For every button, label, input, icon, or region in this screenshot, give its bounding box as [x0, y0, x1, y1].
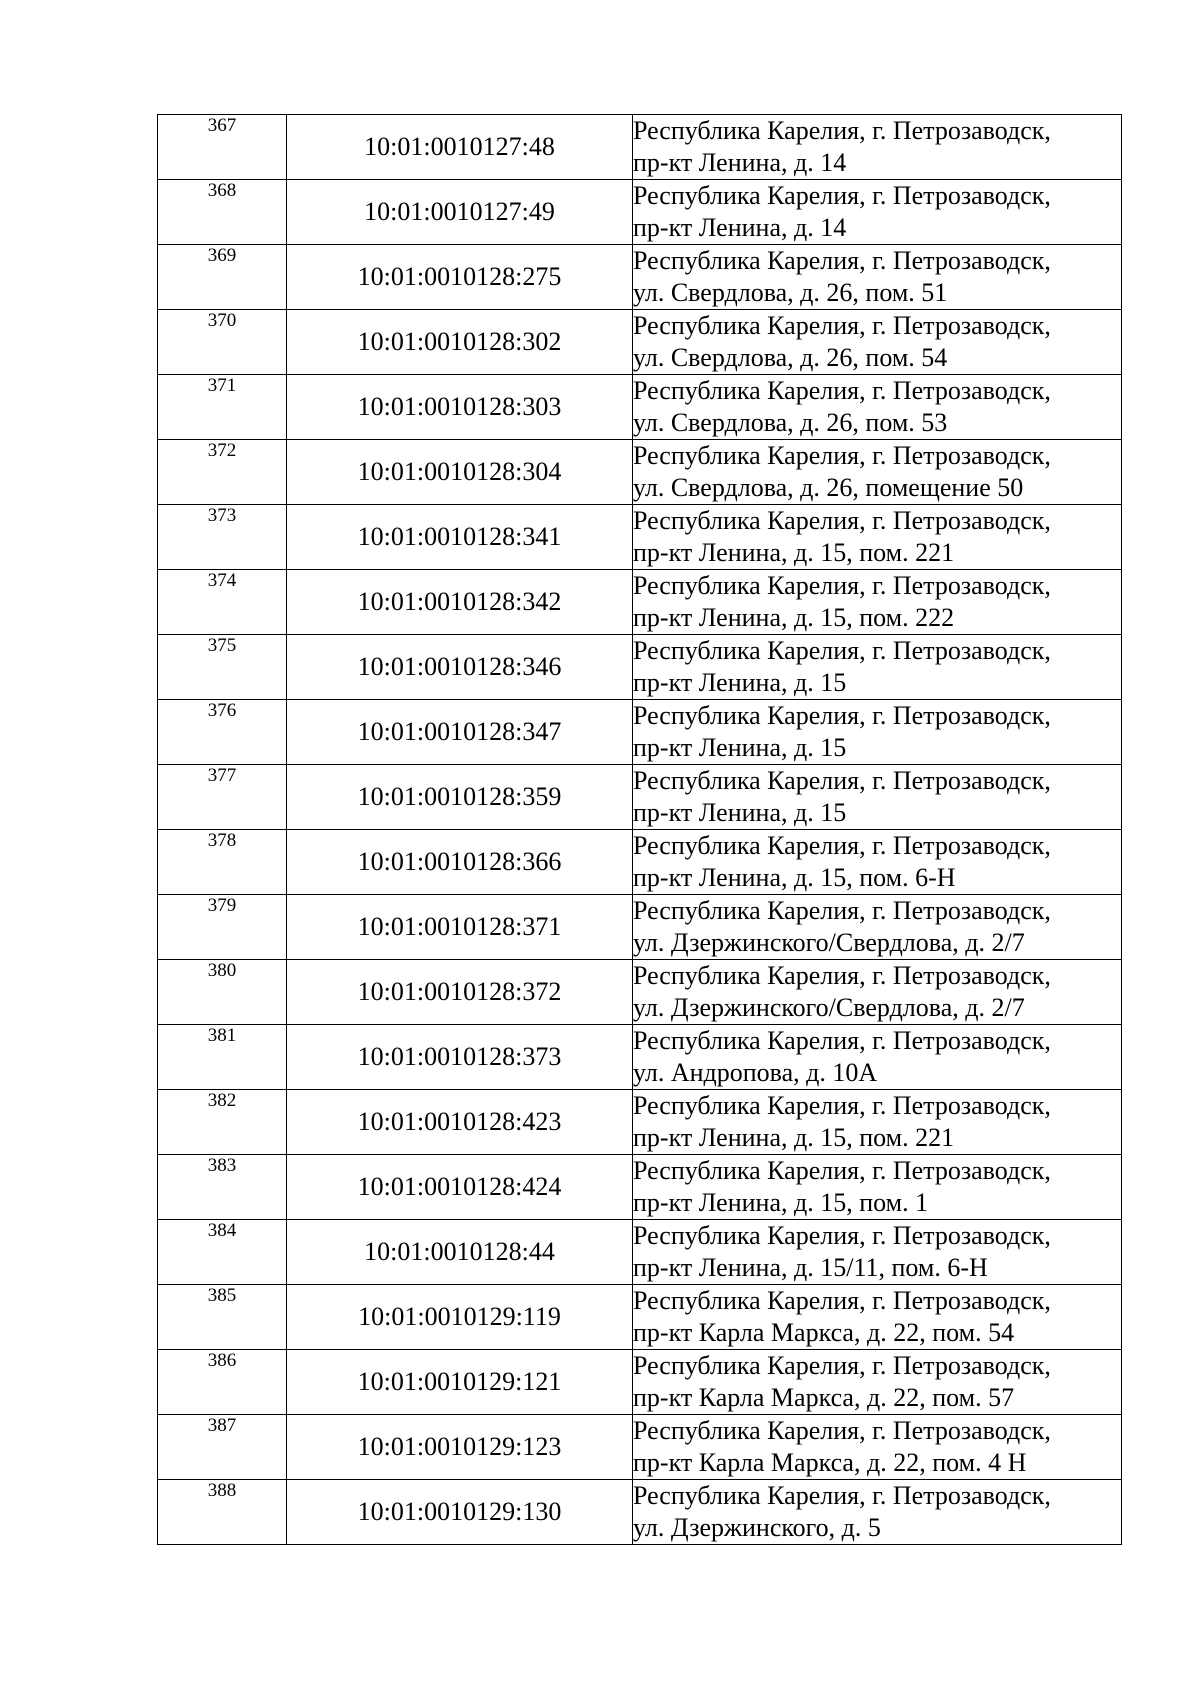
address-line-1: Республика Карелия, г. Петрозаводск,	[633, 1351, 1051, 1380]
address-line-1: Республика Карелия, г. Петрозаводск,	[633, 441, 1051, 470]
address-line-2: пр-кт Ленина, д. 15	[633, 733, 847, 762]
address-line-1: Республика Карелия, г. Петрозаводск,	[633, 116, 1051, 145]
cadastral-number: 10:01:0010128:44	[287, 1220, 633, 1285]
address-cell	[633, 180, 1122, 245]
address-line-1: Республика Карелия, г. Петрозаводск,	[633, 766, 1051, 795]
address-line-1: Республика Карелия, г. Петрозаводск,	[633, 961, 1051, 990]
row-number: 384	[158, 1220, 287, 1285]
cadastral-number: 10:01:0010127:49	[287, 180, 633, 245]
address-cell	[633, 700, 1122, 765]
address-cell	[633, 1155, 1122, 1220]
address-line-1: Республика Карелия, г. Петрозаводск,	[633, 246, 1051, 275]
address-line-2: ул. Свердлова, д. 26, пом. 54	[633, 343, 948, 372]
address-line-1: Республика Карелия, г. Петрозаводск,	[633, 506, 1051, 535]
cadastral-number: 10:01:0010128:423	[287, 1090, 633, 1155]
table-row	[158, 570, 1122, 635]
cadastral-number: 10:01:0010128:346	[287, 635, 633, 700]
cadastral-number: 10:01:0010128:341	[287, 505, 633, 570]
table-row	[158, 310, 1122, 375]
address-cell	[633, 505, 1122, 570]
address-line-2: ул. Дзержинского/Свердлова, д. 2/7	[633, 993, 1025, 1022]
table-row	[158, 1025, 1122, 1090]
row-number: 383	[158, 1155, 287, 1220]
cadastral-number: 10:01:0010128:424	[287, 1155, 633, 1220]
table-row	[158, 440, 1122, 505]
cadastral-number: 10:01:0010128:373	[287, 1025, 633, 1090]
address-cell	[633, 1480, 1122, 1545]
address-line-2: пр-кт Ленина, д. 15	[633, 798, 847, 827]
address-line-2: пр-кт Ленина, д. 15, пом. 221	[633, 1123, 955, 1152]
table-row	[158, 245, 1122, 310]
table-row	[158, 1350, 1122, 1415]
address-cell	[633, 765, 1122, 830]
cadastral-number: 10:01:0010128:303	[287, 375, 633, 440]
address-line-2: ул. Свердлова, д. 26, пом. 51	[633, 278, 948, 307]
row-number: 381	[158, 1025, 287, 1090]
address-cell	[633, 1350, 1122, 1415]
address-cell	[633, 570, 1122, 635]
address-line-1: Республика Карелия, г. Петрозаводск,	[633, 181, 1051, 210]
address-line-1: Республика Карелия, г. Петрозаводск,	[633, 1156, 1051, 1185]
row-number: 375	[158, 635, 287, 700]
address-line-1: Республика Карелия, г. Петрозаводск,	[633, 1221, 1051, 1250]
row-number: 370	[158, 310, 287, 375]
cadastral-number: 10:01:0010128:366	[287, 830, 633, 895]
address-line-1: Республика Карелия, г. Петрозаводск,	[633, 311, 1051, 340]
table-row	[158, 1090, 1122, 1155]
address-line-1: Республика Карелия, г. Петрозаводск,	[633, 1286, 1051, 1315]
table-row	[158, 1480, 1122, 1545]
address-line-2: пр-кт Ленина, д. 15, пом. 6-Н	[633, 863, 956, 892]
cadastral-number: 10:01:0010129:121	[287, 1350, 633, 1415]
row-number: 382	[158, 1090, 287, 1155]
address-cell	[633, 115, 1122, 180]
address-line-2: ул. Андропова, д. 10А	[633, 1058, 878, 1087]
address-cell	[633, 1025, 1122, 1090]
address-cell	[633, 245, 1122, 310]
row-number: 377	[158, 765, 287, 830]
row-number: 371	[158, 375, 287, 440]
address-line-2: пр-кт Ленина, д. 14	[633, 148, 847, 177]
address-line-2: ул. Свердлова, д. 26, пом. 53	[633, 408, 948, 437]
table-row	[158, 1285, 1122, 1350]
row-number: 388	[158, 1480, 287, 1545]
table-row	[158, 1220, 1122, 1285]
table-row	[158, 1155, 1122, 1220]
address-line-1: Республика Карелия, г. Петрозаводск,	[633, 896, 1051, 925]
address-cell	[633, 1090, 1122, 1155]
cadastral-number: 10:01:0010128:275	[287, 245, 633, 310]
row-number: 385	[158, 1285, 287, 1350]
row-number: 374	[158, 570, 287, 635]
cadastral-number: 10:01:0010129:123	[287, 1415, 633, 1480]
address-line-1: Республика Карелия, г. Петрозаводск,	[633, 701, 1051, 730]
row-number: 369	[158, 245, 287, 310]
address-cell	[633, 830, 1122, 895]
address-cell	[633, 635, 1122, 700]
address-line-2: пр-кт Ленина, д. 15/11, пом. 6-Н	[633, 1253, 988, 1282]
address-cell	[633, 440, 1122, 505]
address-line-1: Республика Карелия, г. Петрозаводск,	[633, 636, 1051, 665]
address-line-2: пр-кт Ленина, д. 15, пом. 222	[633, 603, 955, 632]
row-number: 368	[158, 180, 287, 245]
address-line-2: ул. Свердлова, д. 26, помещение 50	[633, 473, 1024, 502]
row-number: 386	[158, 1350, 287, 1415]
address-line-2: пр-кт Карла Маркса, д. 22, пом. 54	[633, 1318, 1015, 1347]
table-row	[158, 505, 1122, 570]
row-number: 387	[158, 1415, 287, 1480]
cadastral-number: 10:01:0010128:347	[287, 700, 633, 765]
table-row	[158, 700, 1122, 765]
address-cell	[633, 1220, 1122, 1285]
cadastral-number: 10:01:0010128:372	[287, 960, 633, 1025]
address-line-2: ул. Дзержинского/Свердлова, д. 2/7	[633, 928, 1025, 957]
table-body	[158, 115, 1122, 1545]
cadastral-number: 10:01:0010128:302	[287, 310, 633, 375]
address-cell	[633, 1415, 1122, 1480]
property-registry-table	[157, 114, 1122, 1545]
cadastral-number: 10:01:0010129:119	[287, 1285, 633, 1350]
row-number: 372	[158, 440, 287, 505]
address-cell	[633, 895, 1122, 960]
address-cell	[633, 960, 1122, 1025]
address-cell	[633, 310, 1122, 375]
address-line-2: пр-кт Ленина, д. 15	[633, 668, 847, 697]
table-row	[158, 375, 1122, 440]
table-row	[158, 960, 1122, 1025]
table-row	[158, 115, 1122, 180]
address-line-2: пр-кт Карла Маркса, д. 22, пом. 4 Н	[633, 1448, 1027, 1477]
table-row	[158, 765, 1122, 830]
address-line-1: Республика Карелия, г. Петрозаводск,	[633, 831, 1051, 860]
cadastral-number: 10:01:0010127:48	[287, 115, 633, 180]
table-row	[158, 1415, 1122, 1480]
address-line-1: Республика Карелия, г. Петрозаводск,	[633, 1481, 1051, 1510]
address-line-2: ул. Дзержинского, д. 5	[633, 1513, 881, 1542]
cadastral-number: 10:01:0010128:371	[287, 895, 633, 960]
table-row	[158, 895, 1122, 960]
address-line-2: пр-кт Карла Маркса, д. 22, пом. 57	[633, 1383, 1015, 1412]
row-number: 380	[158, 960, 287, 1025]
row-number: 367	[158, 115, 287, 180]
row-number: 376	[158, 700, 287, 765]
row-number: 379	[158, 895, 287, 960]
address-line-1: Республика Карелия, г. Петрозаводск,	[633, 376, 1051, 405]
address-line-2: пр-кт Ленина, д. 14	[633, 213, 847, 242]
address-line-2: пр-кт Ленина, д. 15, пом. 221	[633, 538, 955, 567]
row-number: 378	[158, 830, 287, 895]
address-cell	[633, 1285, 1122, 1350]
address-line-1: Республика Карелия, г. Петрозаводск,	[633, 1091, 1051, 1120]
address-line-1: Республика Карелия, г. Петрозаводск,	[633, 1416, 1051, 1445]
address-cell	[633, 375, 1122, 440]
cadastral-number: 10:01:0010128:359	[287, 765, 633, 830]
table-row	[158, 635, 1122, 700]
address-line-1: Республика Карелия, г. Петрозаводск,	[633, 1026, 1051, 1055]
cadastral-number: 10:01:0010128:304	[287, 440, 633, 505]
table-row	[158, 180, 1122, 245]
cadastral-number: 10:01:0010128:342	[287, 570, 633, 635]
row-number: 373	[158, 505, 287, 570]
address-line-1: Республика Карелия, г. Петрозаводск,	[633, 571, 1051, 600]
table-row	[158, 830, 1122, 895]
address-line-2: пр-кт Ленина, д. 15, пом. 1	[633, 1188, 929, 1217]
cadastral-number: 10:01:0010129:130	[287, 1480, 633, 1545]
